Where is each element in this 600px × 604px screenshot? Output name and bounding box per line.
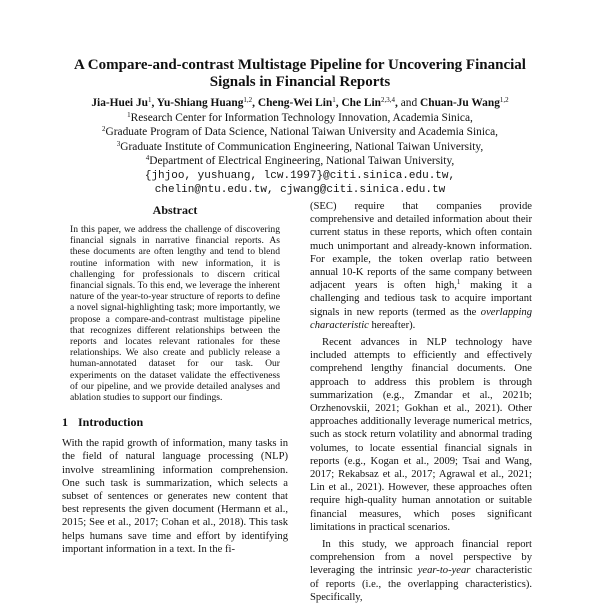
affiliation-text: Graduate Program of Data Science, National Taiwan University and Academia Sinica, xyxy=(105,126,498,138)
right-column xyxy=(310,200,532,604)
affiliation-line xyxy=(50,125,550,140)
affiliation-marker: 1 xyxy=(127,110,131,119)
affiliation-line xyxy=(50,140,550,155)
paper-title: A Compare-and-contrast Multistage Pipeline for Uncovering Financial Signals in Financial Reports xyxy=(74,57,526,90)
emphasis-text: year-to-year xyxy=(417,565,471,577)
author-name: Cheng-Wei Lin xyxy=(257,97,333,109)
author-affiliation-marker: 2,3,4 xyxy=(381,96,395,104)
author-affiliation-marker: 1 xyxy=(332,96,336,104)
author-name: Yu-Shiang Huang xyxy=(156,97,244,109)
affiliation-marker: 3 xyxy=(116,139,121,148)
body-text-span: (SEC) require that companies provide comprehensive and detailed information about their current status in these reports, which often contain much unimportant and already-known information. For example, the token overlap ratio between annual 10-K reports of the same company between adjacent years is often high, xyxy=(310,201,532,292)
abstract-heading: Abstract xyxy=(152,203,198,217)
body-text-span: making it a challenging and tedious task to acquire important signals in new reports (termed as the xyxy=(310,280,532,318)
affiliation-text: Graduate Institute of Communication Engineering, National Taiwan University, xyxy=(120,140,484,153)
affiliation-line xyxy=(50,111,550,126)
author-affiliation-marker: 1 xyxy=(147,96,152,104)
left-column xyxy=(62,203,288,556)
author-name: Jia-Huei Ju xyxy=(91,97,148,109)
abstract-text: In this paper, we address the challenge of discovering financial signals in narrative financial reports. As these documents are often lengthy and tend to blend routine information with new information, it is challenging for professionals to discern critical financial signals. To this end, we leverage the inherent nature of the year-to-year structure of reports to define a novel signal-highlighting task; more importantly, we propose a compare-and-contrast multistage pipeline that recognizes different relationships between the reports and locates relevant rationales for these relationships. We also create and publicly release a human-annotated dataset for our task. Our experiments on the dataset validate the effectiveness of our pipeline, and we provide detailed analyses and ablation studies to support our findings. xyxy=(70,224,280,404)
body-paragraph xyxy=(310,200,532,332)
body-text-span: characteristic of reports (i.e., the overlapping characteristics). Specifically, xyxy=(310,565,532,603)
author-conjunction: and xyxy=(400,97,418,109)
body-text-span: In this study, we approach financial report comprehension from a novel perspective by leveraging the intrinsic xyxy=(310,539,532,577)
affiliation-text: Department of Electrical Engineering, National Taiwan University, xyxy=(149,155,455,167)
body-paragraph xyxy=(310,538,532,604)
author-name: Chuan-Ju Wang xyxy=(420,97,500,109)
author-name: Che Lin xyxy=(341,97,381,109)
email-line[interactable]: chelin@ntu.edu.tw, cjwang@citi.sinica.edu.tw xyxy=(154,184,446,196)
section-title: Introduction xyxy=(78,415,144,430)
email-line[interactable]: {jhjoo, yushuang, lcw.1997}@citi.sinica.edu.tw, xyxy=(144,169,456,182)
footnote-marker[interactable]: 1 xyxy=(456,278,461,287)
section-number: 1 xyxy=(62,415,68,430)
intro-paragraph: With the rapid growth of information, many tasks in the field of natural language processing (NLP) involve streamlining information comprehension. One such task is summarization, which selects a subset of sentences or generates new content that best represents the given document (Hermann et al., 2015; See et al., 2017; Cohan et al., 2018). This task helps humans save time and effort by identifying important information in a text. In the fi- xyxy=(62,438,288,555)
affiliation-text: Research Center for Information Technology Innovation, Academia Sinica, xyxy=(130,111,473,124)
affiliation-line xyxy=(50,154,550,169)
emphasis-text: overlapping characteristic xyxy=(310,306,532,331)
body-paragraph: Recent advances in NLP technology have included attempts to efficiently and effectively comprehend lengthy financial documents. One approach to address this problem is through summarization (e.g., Zmandar et al., 2021b; Orzhenovskii, 2021; Gokhan et al., 2021). Other approaches additionally leverage numerical metrics, such as stock return volatility and abnormal trading volumes, to locate essential financial signals in reports (e.g., Kogan et al., 2009; Tsai and Wang, 2017; Rekabsaz et al., 2017; Agrawal et al., 2021; Lin et al., 2021). However, these approaches often require high-quality human annotation or suitable financial measures, which poses significant limitations in practical scenarios. xyxy=(310,337,532,533)
author-affiliation-marker: 1,2 xyxy=(243,96,253,104)
affiliation-marker: 4 xyxy=(145,154,150,162)
author-block xyxy=(50,96,550,198)
author-affiliation-marker: 1,2 xyxy=(499,96,509,104)
section-heading xyxy=(62,415,288,430)
body-text-span: hereafter). xyxy=(368,319,416,331)
author-list: Jia-Huei Ju$^1$, Yu-Shiang Huang$^{1,2}$, Cheng-Wei Lin$^1$, Che Lin$^{2,3,4}$, and Chuan-Ju Wang$^{1,2}$ xyxy=(91,96,509,109)
affiliation-marker: 2 xyxy=(102,125,106,133)
